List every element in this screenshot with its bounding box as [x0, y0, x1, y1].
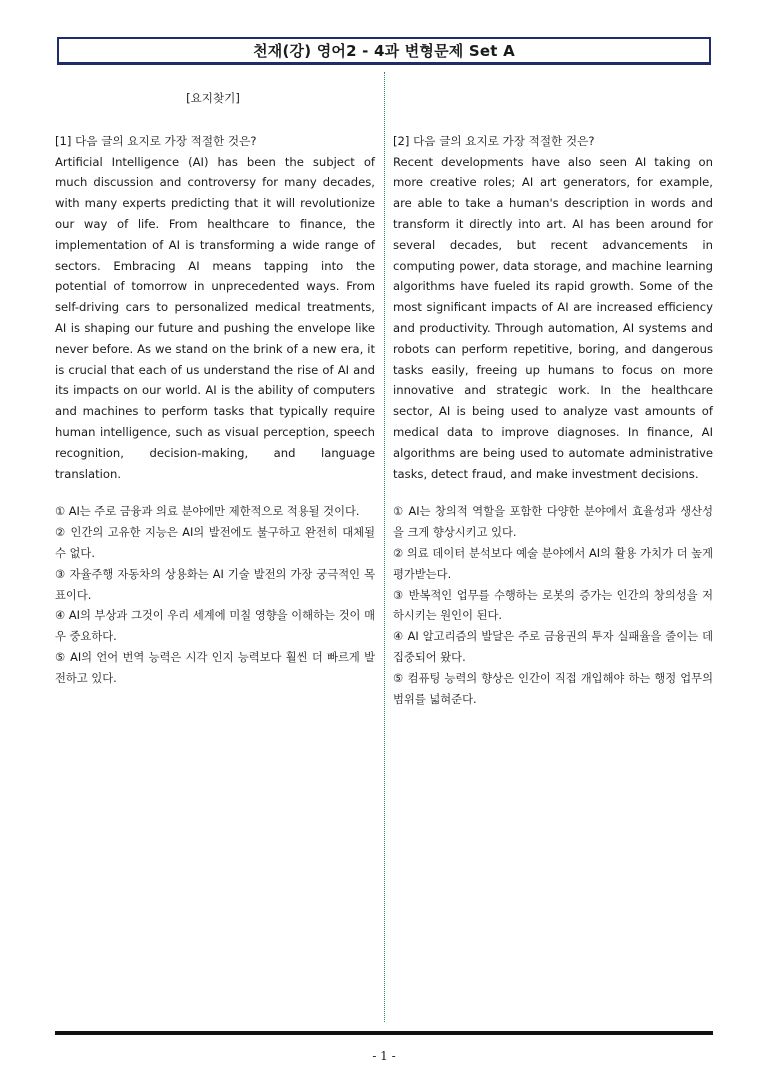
question-1-option-3[interactable]: ③ 자율주행 자동차의 상용화는 AI 기술 발전의 가장 궁극적인 목표이다.	[55, 567, 375, 602]
question-2-passage: Recent developments have also seen AI taking on more creative roles; AI art generators, for example, are able to take a human's description in words and transform it directly into art. AI has been around for several decades, but recent advancements in computing power, data storage, and machine learning algorithms have fueled its rapid growth. Some of the most significant impacts of AI are increased efficiency and productivity. Through automation, AI systems and robots can perform repetitive, boring, and dangerous tasks easily, freeing up humans to focus on more innovative and strategic work. In the healthcare sector, AI is being used to analyze vast amounts of medical data to improve diagnoses. In finance, AI algorithms are being used to automate administrative tasks, detect fraud, and make investment decisions.	[393, 154, 713, 481]
spacer	[393, 88, 713, 131]
question-1-option-5[interactable]: ⑤ AI의 언어 번역 능력은 시각 인지 능력보다 훨씬 더 빠르게 발전하고 있다.	[55, 650, 375, 685]
column-divider	[384, 72, 385, 1022]
question-1-option-1[interactable]: ① AI는 주로 금융과 의료 분야에만 제한적으로 적용될 것이다.	[55, 505, 360, 519]
spacer	[55, 123, 375, 131]
question-2-option-2[interactable]: ② 의료 데이터 분석보다 예술 분야에서 AI의 활용 가치가 더 높게 평가받는다.	[393, 546, 713, 581]
question-1-option-4[interactable]: ④ AI의 부상과 그것이 우리 세계에 미칠 영향을 이해하는 것이 매우 중요하다.	[55, 609, 375, 644]
section-label-text: [요지찾기]	[186, 91, 240, 105]
question-2-heading: [2] 다음 글의 요지로 가장 적절한 것은?	[393, 133, 595, 148]
page-title-text: 천재(강) 영어2 - 4과 변형문제 Set A	[253, 42, 515, 60]
right-column	[393, 88, 713, 710]
question-2-option-1[interactable]: ① AI는 창의적 역할을 포함한 다양한 분야에서 효율성과 생산성을 크게 향상시키고 있다.	[393, 505, 713, 540]
question-1-passage: Artificial Intelligence (AI) has been the subject of much discussion and controversy for many decades, with many experts predicting that it will revolutionize our way of life. From healthcare to finance, the implementation of AI is transforming a wide range of sectors. Embracing AI means tapping into the potential of tomorrow in unprecedented ways. From self-driving cars to personalized medical treatments, AI is shaping our future and pushing the envelope like never before. As we stand on the brink of a new era, it is crucial that each of us understand the rise of AI and its impacts on our world. AI is the ability of computers and machines to perform tasks that typically require human intelligence, such as visual perception, speech recognition, decision-making, and language translation.	[55, 154, 375, 481]
question-1-option-2[interactable]: ② 인간의 고유한 지능은 AI의 발전에도 불구하고 완전히 대체될 수 없다.	[55, 526, 375, 560]
section-label	[55, 88, 375, 109]
page-number: - 1 -	[372, 1049, 396, 1063]
footer-rule	[55, 1031, 713, 1035]
left-column	[55, 88, 375, 690]
question-2-option-4[interactable]: ④ AI 알고리즘의 발달은 주로 금융권의 투자 실패율을 줄이는 데 집중되어 왔다.	[393, 630, 713, 664]
question-1-options	[55, 502, 375, 689]
question-1-heading: [1] 다음 글의 요지로 가장 적절한 것은?	[55, 133, 257, 148]
question-2-options	[393, 502, 713, 710]
question-2-option-3[interactable]: ③ 반복적인 업무를 수행하는 로봇의 증가는 인간의 창의성을 저하시키는 원인이 된다.	[393, 588, 713, 623]
question-2-option-5[interactable]: ⑤ 컴퓨팅 능력의 향상은 인간이 직접 개입해야 하는 행정 업무의 범위를 넓혀준다.	[393, 671, 713, 706]
page-title	[57, 37, 711, 65]
